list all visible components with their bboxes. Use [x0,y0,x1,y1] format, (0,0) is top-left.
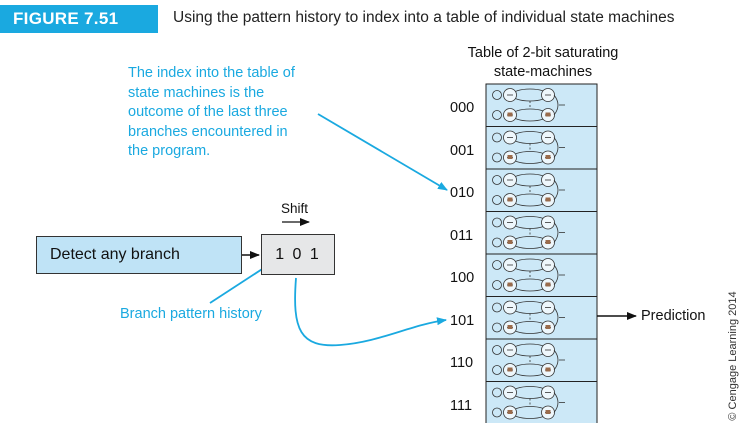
callout-line: state machines is the [128,84,265,101]
row-label-011: 011 [450,228,474,244]
history-to-row-arrow [295,278,446,345]
callout-line: the program. [128,143,211,159]
callout-line: branches encountered in [128,123,288,140]
state-machine-cell [486,169,597,212]
detect-branch-box: Detect any branch [36,236,242,274]
state-machine-cell [486,297,597,340]
prediction-label: Prediction [641,308,706,324]
branch-pattern-history-label: Branch pattern history [120,306,262,322]
callout-arrow [318,114,447,190]
row-label-100: 100 [450,270,475,286]
row-label-110: 110 [450,355,474,371]
callout-line: The index into the table of [128,65,295,81]
figure-label: FIGURE 7.51 [0,5,158,33]
state-machine-cell [486,339,597,382]
row-label-010: 010 [450,185,475,201]
row-label-101: 101 [450,313,475,329]
state-machine-cell [486,212,597,255]
callout-line: outcome of the last three [128,104,288,120]
state-machine-table [486,84,597,423]
state-machine-cell [486,254,597,297]
table-title-line2: state-machines [493,64,593,80]
copyright-notice [724,291,742,421]
table-title-line1: Table of 2-bit saturating [467,45,619,61]
state-machine-cell [486,382,597,423]
row-label-111: 111 [450,398,473,414]
figure-title: Using the pattern history to index into a table of individual state machines [173,9,675,26]
row-label-001: 001 [450,143,475,159]
copyright-text: © Cengage Learning 2014 [727,291,739,421]
shift-label: Shift [281,201,309,216]
state-machine-cell [486,127,597,170]
row-label-000: 000 [450,100,475,116]
state-machine-cell [486,84,597,127]
pattern-history-register: 1 0 1 [261,234,335,275]
